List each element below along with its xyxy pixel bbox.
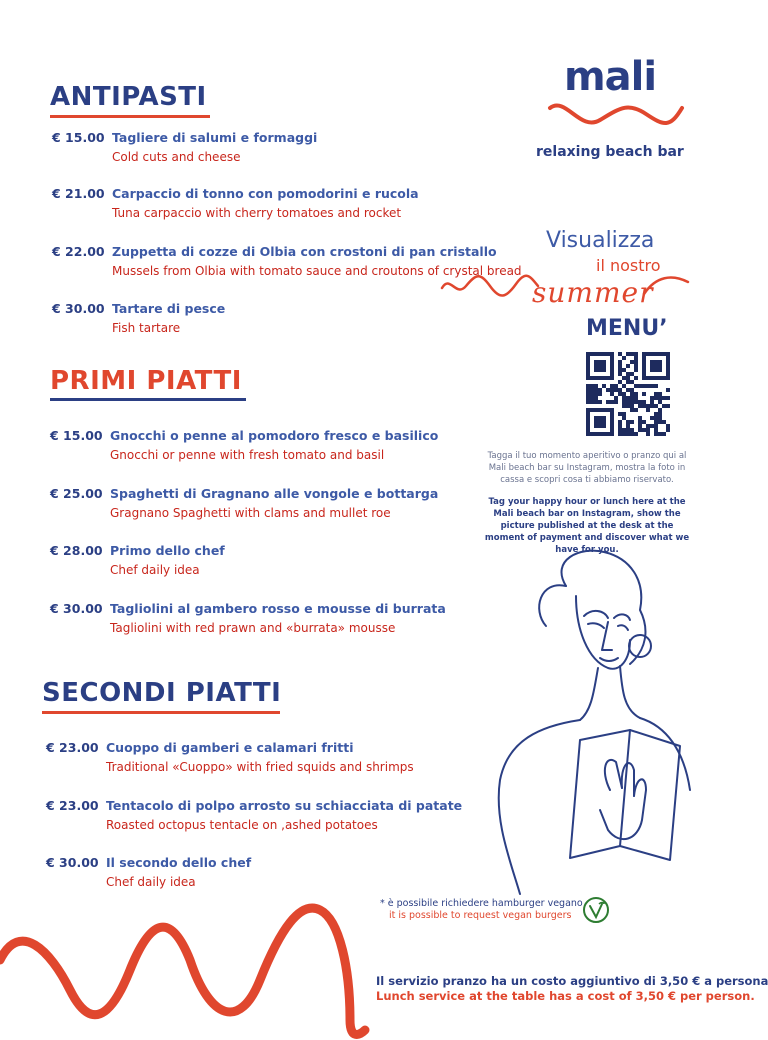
item-price: € 15.00 [52, 130, 105, 145]
item-description: Cold cuts and cheese [112, 150, 241, 164]
logo-wordmark: mali [564, 54, 657, 100]
item-name: Cuoppo di gamberi e calamari fritti [106, 740, 354, 755]
item-price: € 25.00 [50, 486, 103, 501]
item-description: Roasted octopus tentacle on ,ashed potatoes [106, 818, 378, 832]
item-price: € 22.00 [52, 244, 105, 259]
service-note-en: Lunch service at the table has a cost of 3,50 € per person. [376, 989, 755, 1003]
section-underline [50, 115, 210, 118]
bottom-wave-decoration [0, 880, 720, 1040]
item-name: Carpaccio di tonno con pomodorini e rucola [112, 186, 419, 201]
section-underline [50, 398, 246, 401]
item-price: € 30.00 [50, 601, 103, 616]
item-name: Il secondo dello chef [106, 855, 252, 870]
item-description: Gnocchi or penne with fresh tomato and basil [110, 448, 385, 462]
item-description: Mussels from Olbia with tomato sauce and croutons of crystal bread [112, 264, 522, 278]
section-underline [42, 711, 280, 714]
item-name: Tagliere di salumi e formaggi [112, 130, 318, 145]
item-description: Traditional «Cuoppo» with fried squids and shrimps [106, 760, 414, 774]
item-description: Chef daily idea [110, 563, 200, 577]
instagram-note-en: Tag your happy hour or lunch here at the Mali beach bar on Instagram, show the picture published at the desk at the moment of payment and discover what we have for you. [484, 497, 690, 555]
section-title-antipasti: ANTIPASTI [50, 82, 207, 112]
item-description: Chef daily idea [106, 875, 196, 889]
item-price: € 23.00 [46, 798, 99, 813]
promo-title: Visualizza [546, 228, 655, 253]
item-name: Tartare di pesce [112, 301, 226, 316]
section-title-secondi-piatti: SECONDI PIATTI [42, 678, 282, 708]
promo-squiggle-icon [440, 268, 540, 300]
item-price: € 30.00 [46, 855, 99, 870]
logo-tagline: relaxing beach bar [536, 144, 684, 160]
item-name: Tagliolini al gambero rosso e mousse di burrata [110, 601, 446, 616]
promo-swash-icon [642, 272, 692, 302]
promo-menu-word: MENU’ [586, 316, 668, 341]
item-name: Zuppetta di cozze di Olbia con crostoni di pan cristallo [112, 244, 497, 259]
item-price: € 28.00 [50, 543, 103, 558]
item-description: Fish tartare [112, 321, 181, 335]
vegan-note-en: it is possible to request vegan burgers [389, 910, 572, 921]
item-name: Spaghetti di Gragnano alle vongole e bottarga [110, 486, 439, 501]
promo-subtitle: il nostro [596, 256, 661, 275]
service-note-it: Il servizio pranzo ha un costo aggiuntivo di 3,50 € a persona [376, 974, 768, 988]
item-name: Primo dello chef [110, 543, 225, 558]
promo-script-word: summer [532, 276, 654, 309]
qr-code[interactable] [586, 352, 670, 436]
section-title-primi-piatti: PRIMI PIATTI [50, 366, 242, 396]
instagram-note-it: Tagga il tuo momento aperitivo o pranzo qui al Mali beach bar su Instagram, mostra la foto in cassa e scopri cosa ti abbiamo riservato. [487, 451, 687, 485]
item-price: € 15.00 [50, 428, 103, 443]
item-price: € 23.00 [46, 740, 99, 755]
item-description: Tuna carpaccio with cherry tomatoes and rocket [112, 206, 402, 220]
item-price: € 30.00 [52, 301, 105, 316]
item-description: Tagliolini with red prawn and «burrata» mousse [110, 621, 396, 635]
logo-wave-icon [546, 98, 686, 138]
item-name: Tentacolo di polpo arrosto su schiacciata di patate [106, 798, 463, 813]
item-price: € 21.00 [52, 186, 105, 201]
vegan-note-it: * è possibile richiedere hamburger vegano [380, 898, 583, 909]
item-name: Gnocchi o penne al pomodoro fresco e basilico [110, 428, 439, 443]
woman-reading-illustration [480, 540, 710, 900]
item-description: Gragnano Spaghetti with clams and mullet roe [110, 506, 391, 520]
